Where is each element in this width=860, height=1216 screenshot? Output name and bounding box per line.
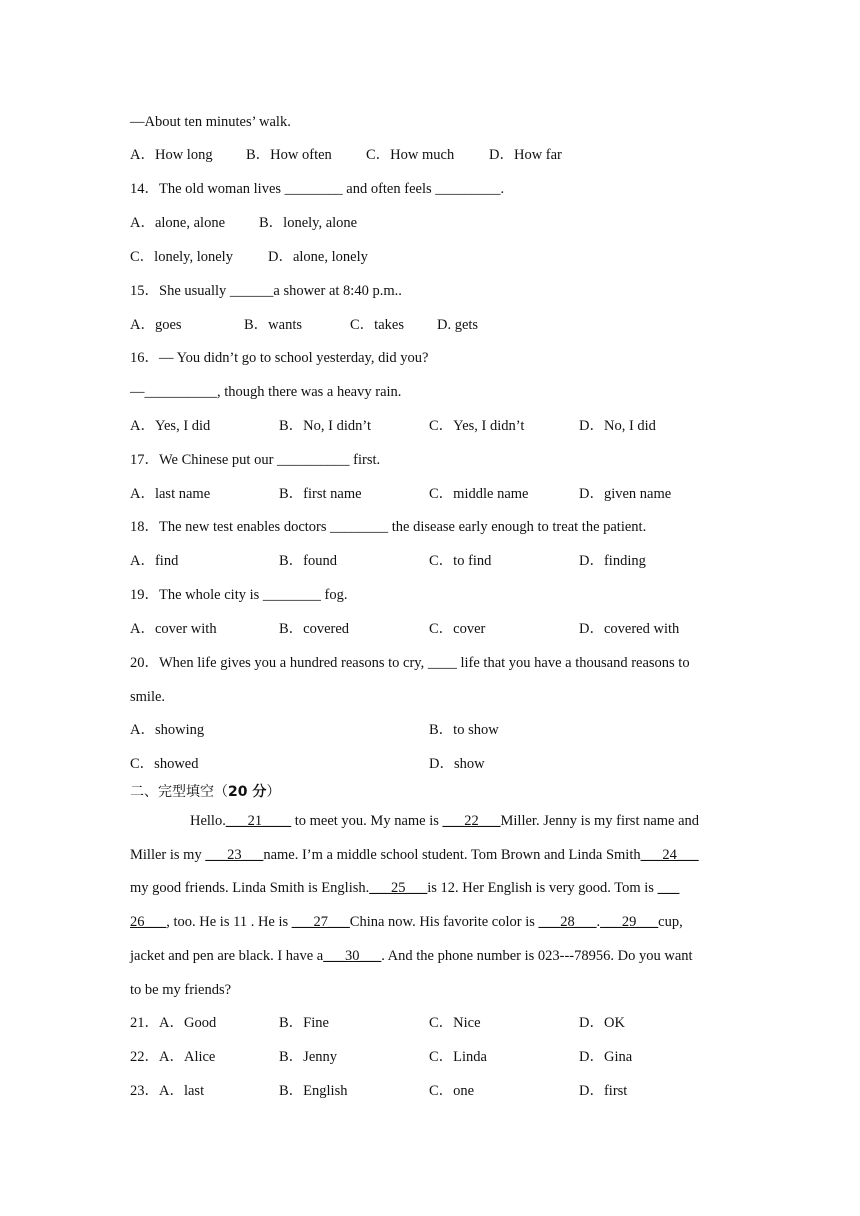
option-16-a: A．Yes, I did bbox=[130, 418, 211, 434]
passage-text: to meet you. My name is bbox=[291, 813, 443, 829]
blank-26-start: ___ bbox=[657, 880, 680, 896]
option-17-d: D．given name bbox=[579, 486, 672, 502]
option-16-d: D．No, I did bbox=[579, 418, 656, 434]
blank-30: ___30___ bbox=[323, 948, 382, 964]
question-20-cont: smile. bbox=[130, 689, 166, 705]
option-20-b: B．to show bbox=[429, 722, 499, 738]
option-16-b: B．No, I didn’t bbox=[279, 418, 371, 434]
option-18-d: D．finding bbox=[579, 553, 646, 569]
option-14-a: A．alone, alone bbox=[130, 215, 226, 231]
section-title-close: ） bbox=[266, 784, 281, 800]
question-18: 18．The new test enables doctors ________ the disease early enough to treat the patient. bbox=[130, 519, 647, 535]
blank-23: ___23___ bbox=[205, 847, 264, 863]
option-18-b: B．found bbox=[279, 553, 337, 569]
option-15-a: A．goes bbox=[130, 317, 182, 333]
option-13-a: A．How long bbox=[130, 147, 213, 163]
option-16-c: C．Yes, I didn’t bbox=[429, 418, 525, 434]
blank-29: ___29___ bbox=[600, 914, 659, 930]
passage-text: name. I’m a middle school student. Tom Brown and Linda Smith bbox=[263, 847, 641, 863]
passage-line-2 bbox=[130, 846, 699, 864]
blank-21: ___21____ bbox=[225, 813, 292, 829]
question-16-reply: —__________, though there was a heavy rain. bbox=[130, 384, 402, 400]
option-18-c: C．to find bbox=[429, 553, 492, 569]
passage-text: is 12. Her English is very good. Tom is bbox=[427, 880, 658, 896]
section-heading bbox=[130, 783, 280, 801]
passage-text: , too. He is 11 . He is bbox=[166, 914, 292, 930]
option-18-a: A．find bbox=[130, 553, 179, 569]
option-17-c: C．middle name bbox=[429, 486, 529, 502]
option-19-a: A．cover with bbox=[130, 621, 217, 637]
passage-text: . bbox=[596, 914, 601, 930]
question-19: 19．The whole city is ________ fog. bbox=[130, 587, 348, 603]
blank-28: ___28___ bbox=[538, 914, 597, 930]
question-20: 20．When life gives you a hundred reasons to cry, ____ life that you have a thousand reasons to bbox=[130, 655, 690, 671]
option-17-a: A．last name bbox=[130, 486, 211, 502]
option-22-a: 22．A．Alice bbox=[130, 1049, 216, 1065]
answer-line-13: —About ten minutes’ walk. bbox=[130, 114, 291, 130]
option-19-b: B．covered bbox=[279, 621, 350, 637]
passage-text: Miller. Jenny is my first name and bbox=[500, 813, 700, 829]
blank-26-end: 26___ bbox=[130, 914, 167, 930]
option-15-b: B．wants bbox=[244, 317, 302, 333]
option-21-d: D．OK bbox=[579, 1015, 625, 1031]
option-20-c: C．showed bbox=[130, 756, 199, 772]
passage-text: China now. His favorite color is bbox=[349, 914, 539, 930]
blank-27: ___27___ bbox=[291, 914, 350, 930]
option-22-b: B．Jenny bbox=[279, 1049, 337, 1065]
option-22-c: C．Linda bbox=[429, 1049, 487, 1065]
option-15-d: D. gets bbox=[437, 317, 479, 333]
option-14-b: B．lonely, alone bbox=[259, 215, 358, 231]
passage-line-5 bbox=[130, 947, 693, 965]
section-score: 20 分 bbox=[228, 784, 267, 800]
question-14: 14．The old woman lives ________ and often feels _________. bbox=[130, 181, 505, 197]
option-15-c: C．takes bbox=[350, 317, 404, 333]
option-17-b: B．first name bbox=[279, 486, 362, 502]
option-20-d: D．show bbox=[429, 756, 485, 772]
passage-text: . And the phone number is 023---78956. Do you want bbox=[381, 948, 693, 964]
option-14-d: D．alone, lonely bbox=[268, 249, 368, 265]
passage-line-1 bbox=[190, 812, 699, 830]
option-13-c: C．How much bbox=[366, 147, 455, 163]
option-23-d: D．first bbox=[579, 1083, 628, 1099]
option-14-c: C．lonely, lonely bbox=[130, 249, 233, 265]
passage-line-3 bbox=[130, 879, 679, 897]
option-22-d: D．Gina bbox=[579, 1049, 633, 1065]
passage-text: Hello. bbox=[190, 813, 226, 829]
option-21-b: B．Fine bbox=[279, 1015, 329, 1031]
passage-text: my good friends. Linda Smith is English. bbox=[130, 880, 370, 896]
blank-22: ___22___ bbox=[442, 813, 501, 829]
question-17: 17．We Chinese put our __________ first. bbox=[130, 452, 381, 468]
blank-25: ___25___ bbox=[369, 880, 428, 896]
option-19-c: C．cover bbox=[429, 621, 486, 637]
passage-text: Miller is my bbox=[130, 847, 206, 863]
section-title: 二、完型填空（ bbox=[130, 784, 228, 800]
option-21-c: C．Nice bbox=[429, 1015, 481, 1031]
passage-line-6: to be my friends? bbox=[130, 982, 232, 998]
passage-text: jacket and pen are black. I have a bbox=[130, 948, 324, 964]
passage-text: cup, bbox=[658, 914, 683, 930]
option-23-b: B．English bbox=[279, 1083, 348, 1099]
option-19-d: D．covered with bbox=[579, 621, 680, 637]
passage-line-4 bbox=[130, 913, 683, 931]
option-23-a: 23．A．last bbox=[130, 1083, 205, 1099]
option-23-c: C．one bbox=[429, 1083, 475, 1099]
option-20-a: A．showing bbox=[130, 722, 205, 738]
question-16: 16．— You didn’t go to school yesterday, did you? bbox=[130, 350, 429, 366]
blank-24: ___24___ bbox=[640, 847, 699, 863]
option-13-d: D．How far bbox=[489, 147, 562, 163]
question-15: 15．She usually ______a shower at 8:40 p.m.. bbox=[130, 283, 402, 299]
option-13-b: B．How often bbox=[246, 147, 332, 163]
option-21-a: 21．A．Good bbox=[130, 1015, 217, 1031]
